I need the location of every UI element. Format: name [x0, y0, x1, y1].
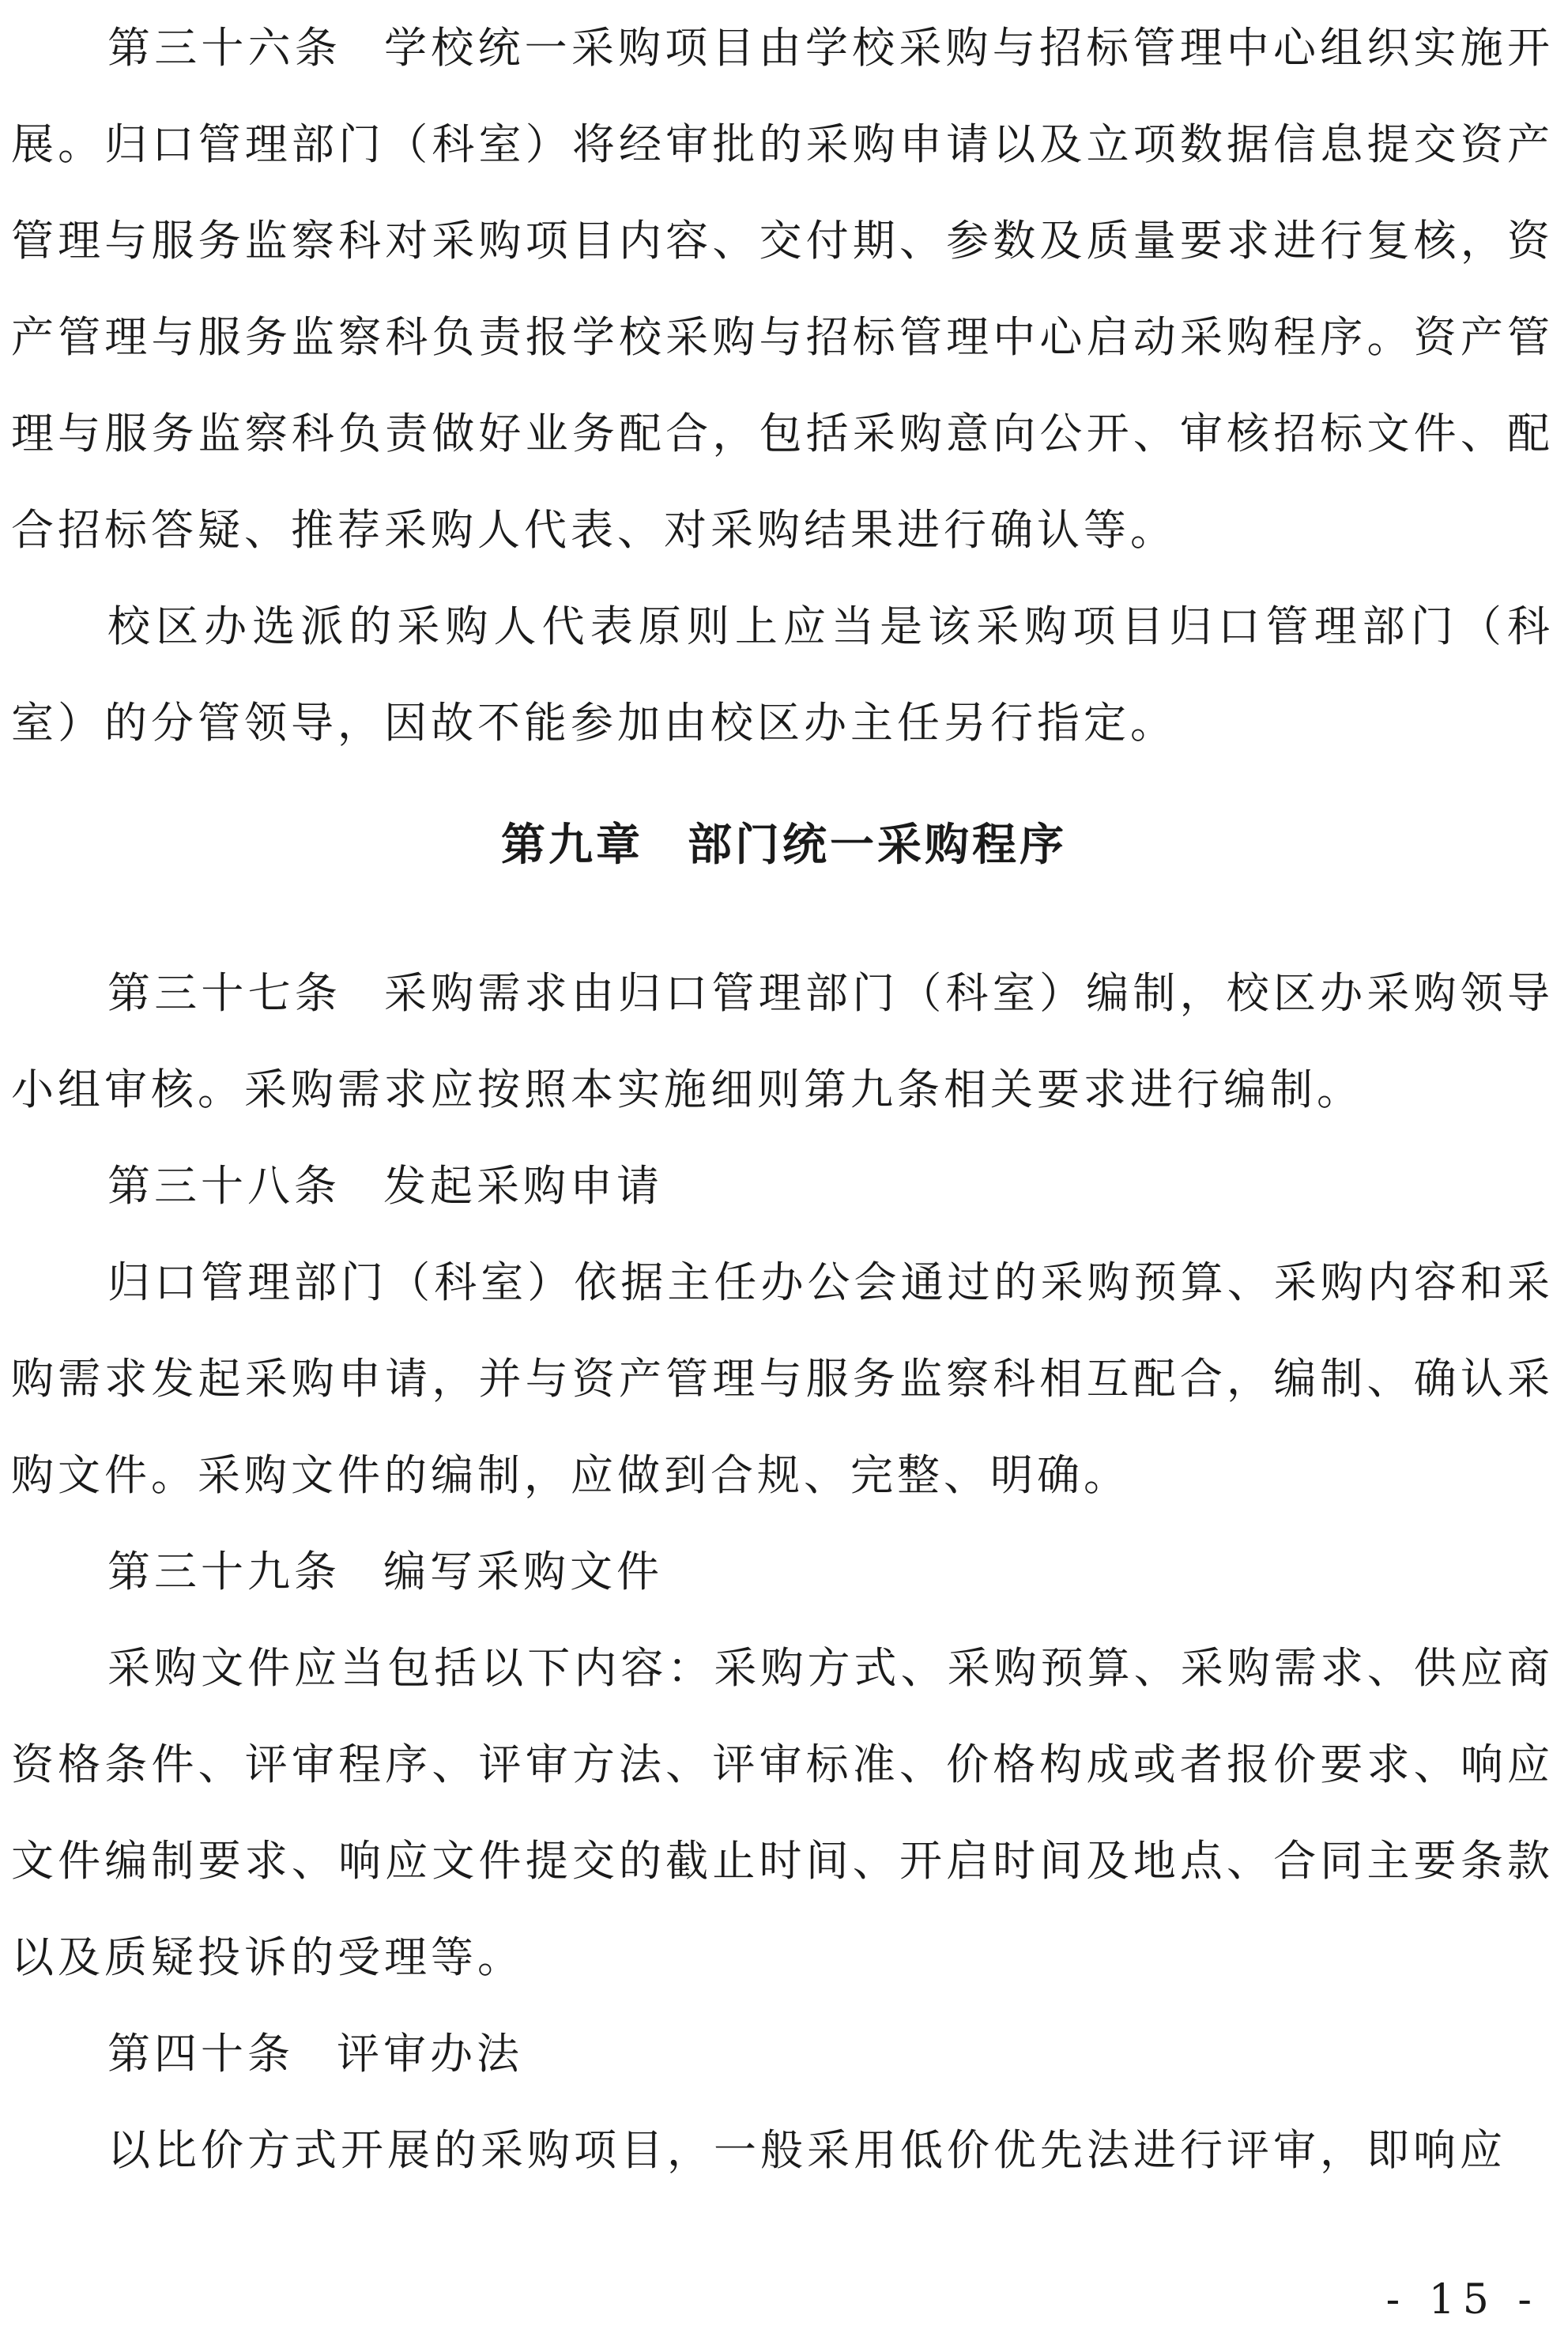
article-38-heading — [11, 1138, 1554, 1234]
section-lower — [11, 945, 1554, 2199]
article-37-number: 第三十七条 — [107, 968, 342, 1018]
article-39-heading — [11, 1524, 1554, 1620]
article-39-title: 编写采购文件 — [383, 1547, 663, 1596]
article-37 — [11, 945, 1554, 1138]
chapter-title: 部门统一采购程序 — [688, 820, 1067, 871]
chapter-number: 第九章 — [501, 820, 643, 871]
article-38-body: 归口管理部门（科室）依据主任办公会通过的采购预算、采购内容和采购需求发起采购申请，并与资产管理与服务监察科相互配合，编制、确认采购文件。采购文件的编制，应做到合规、完整、明确。 — [11, 1257, 1554, 1500]
article-37-text: 采购需求由归口管理部门（科室）编制，校区办采购领导小组审核。采购需求应按照本实施细则第九条相关要求进行编制。 — [11, 968, 1555, 1114]
page-number: - 15 - — [1385, 2276, 1540, 2324]
article-36-number: 第三十六条 — [107, 23, 342, 73]
article-40-title: 评审办法 — [337, 2029, 523, 2079]
article-40-number: 第四十条 — [107, 2029, 294, 2079]
article-38-title: 发起采购申请 — [383, 1161, 663, 1211]
article-40-heading — [11, 2006, 1554, 2102]
article-38-number: 第三十八条 — [107, 1161, 341, 1211]
purchaser-representative-paragraph: 校区办选派的采购人代表原则上应当是该采购项目归口管理部门（科室）的分管领导，因故不能参加由校区办主任另行指定。 — [11, 601, 1554, 748]
article-36 — [11, 0, 1554, 579]
article-40-body: 以比价方式开展的采购项目，一般采用低价优先法进行评审，即响应 — [107, 2125, 1506, 2175]
chapter-heading — [0, 794, 1568, 897]
section-upper — [11, 0, 1554, 771]
article-39-body: 采购文件应当包括以下内容：采购方式、采购预算、采购需求、供应商资格条件、评审程序、评审方法、评审标准、价格构成或者报价要求、响应文件编制要求、响应文件提交的截止时间、开启时间及地点、合同主要条款以及质疑投诉的受理等。 — [11, 1643, 1554, 1982]
article-36-text: 学校统一采购项目由学校采购与招标管理中心组织实施开展。归口管理部门（科室）将经审批的采购申请以及立项数据信息提交资产管理与服务监察科对采购项目内容、交付期、参数及质量要求进行复核，资产管理与服务监察科负责报学校采购与招标管理中心启动采购程序。资产管理与服务监察科负责做好业务配合，包括采购意向公开、审核招标文件、配合招标答疑、推荐采购人代表、对采购结果进行确认等。 — [11, 23, 1555, 555]
article-39-number: 第三十九条 — [107, 1547, 341, 1596]
